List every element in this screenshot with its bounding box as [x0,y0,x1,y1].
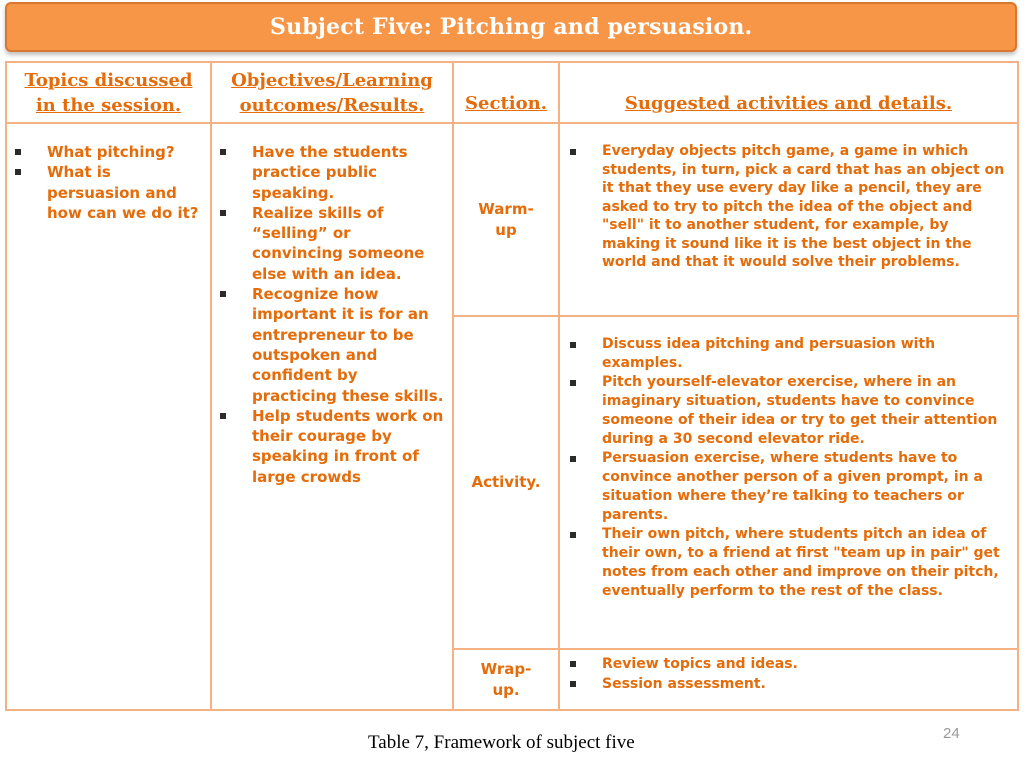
list-item [218,406,446,487]
header-activities: Suggested activities and details. [559,62,1018,123]
activities-cell-wrapup [559,649,1018,710]
objective-text: Help students work on their courage by speaking in front of large crowds [252,406,444,486]
list-item [568,674,1007,694]
list-item [218,203,446,284]
bullet-icon [570,380,576,386]
activity-text: Their own pitch, where students pitch an idea of their own, to a friend at first "team up in pair" get notes from each other and improve on their pitch, eventually perform to the rest of the class. [602,526,1000,599]
table-row [6,123,1018,316]
list-item [13,162,206,223]
section-label: Warm-up [478,199,534,239]
section-label: Activity. [471,473,541,491]
activity-text: Session assessment. [602,676,766,692]
slide-title: Subject Five: Pitching and persuasion. [270,14,753,40]
header-objectives: Objectives/Learning outcomes/Results. [211,62,453,123]
topic-text: What is persuasion and how can we do it? [47,163,199,222]
activity-text: Everyday objects pitch game, a game in which students, in turn, pick a card that has an object on it that they use every day like a pencil, they are asked to try to pitch the idea of the object and "sell" it to another student, for example, by making it sound like it is the best object in the world and that it would solve their problems. [602,143,1005,270]
activities-cell-warmup [559,123,1018,316]
activity-text: Persuasion exercise, where students have to convince another person of a given prompt, in a situation where they’re talking to teachers or parents. [602,450,983,523]
objective-text: Realize skills of “selling” or convincing someone else with an idea. [252,203,425,283]
list-item [568,142,1007,272]
bullet-icon [15,149,21,155]
topics-list [13,142,206,223]
table-caption: Table 7, Framework of subject five [368,732,635,753]
header-row [6,62,1018,123]
bullet-icon [220,149,226,155]
framework-table [5,61,1019,711]
topic-text: What pitching? [47,143,175,161]
section-cell-activity [453,316,559,649]
bullet-icon [570,149,576,155]
section-label: Wrap-up. [480,659,532,699]
activity-text: Pitch yourself-elevator exercise, where in an imaginary situation, students have to convince someone of their idea or try to get their attention during a 30 second elevator ride. [602,374,998,447]
section-cell-warmup [453,123,559,316]
bullet-icon [570,532,576,538]
list-item [568,654,1007,674]
activities-list [568,654,1007,694]
objective-text: Recognize how important it is for an entrepreneur to be outspoken and confident by practicing these skills. [252,285,444,405]
list-item [218,284,446,406]
activities-list [568,335,1007,601]
section-cell-wrapup [453,649,559,710]
list-item [568,525,1007,601]
list-item [13,142,206,162]
activities-cell-activity [559,316,1018,649]
objective-text: Have the students practice public speaking. [252,143,408,202]
bullet-icon [220,291,226,297]
topics-cell [6,123,211,710]
bullet-icon [570,661,576,667]
page-number: 24 [943,725,960,742]
list-item [568,373,1007,449]
activities-list [568,142,1007,272]
list-item [568,449,1007,525]
bullet-icon [570,342,576,348]
bullet-icon [570,456,576,462]
list-item [218,142,446,203]
bullet-icon [15,169,21,175]
header-topics: Topics discussed in the session. [6,62,211,123]
objectives-cell [211,123,453,710]
activity-text: Review topics and ideas. [602,656,798,672]
list-item [568,335,1007,373]
header-section: Section. [453,62,559,123]
title-banner [5,2,1017,52]
bullet-icon [220,413,226,419]
bullet-icon [220,210,226,216]
activity-text: Discuss idea pitching and persuasion with examples. [602,336,936,371]
bullet-icon [570,681,576,687]
objectives-list [218,142,446,487]
